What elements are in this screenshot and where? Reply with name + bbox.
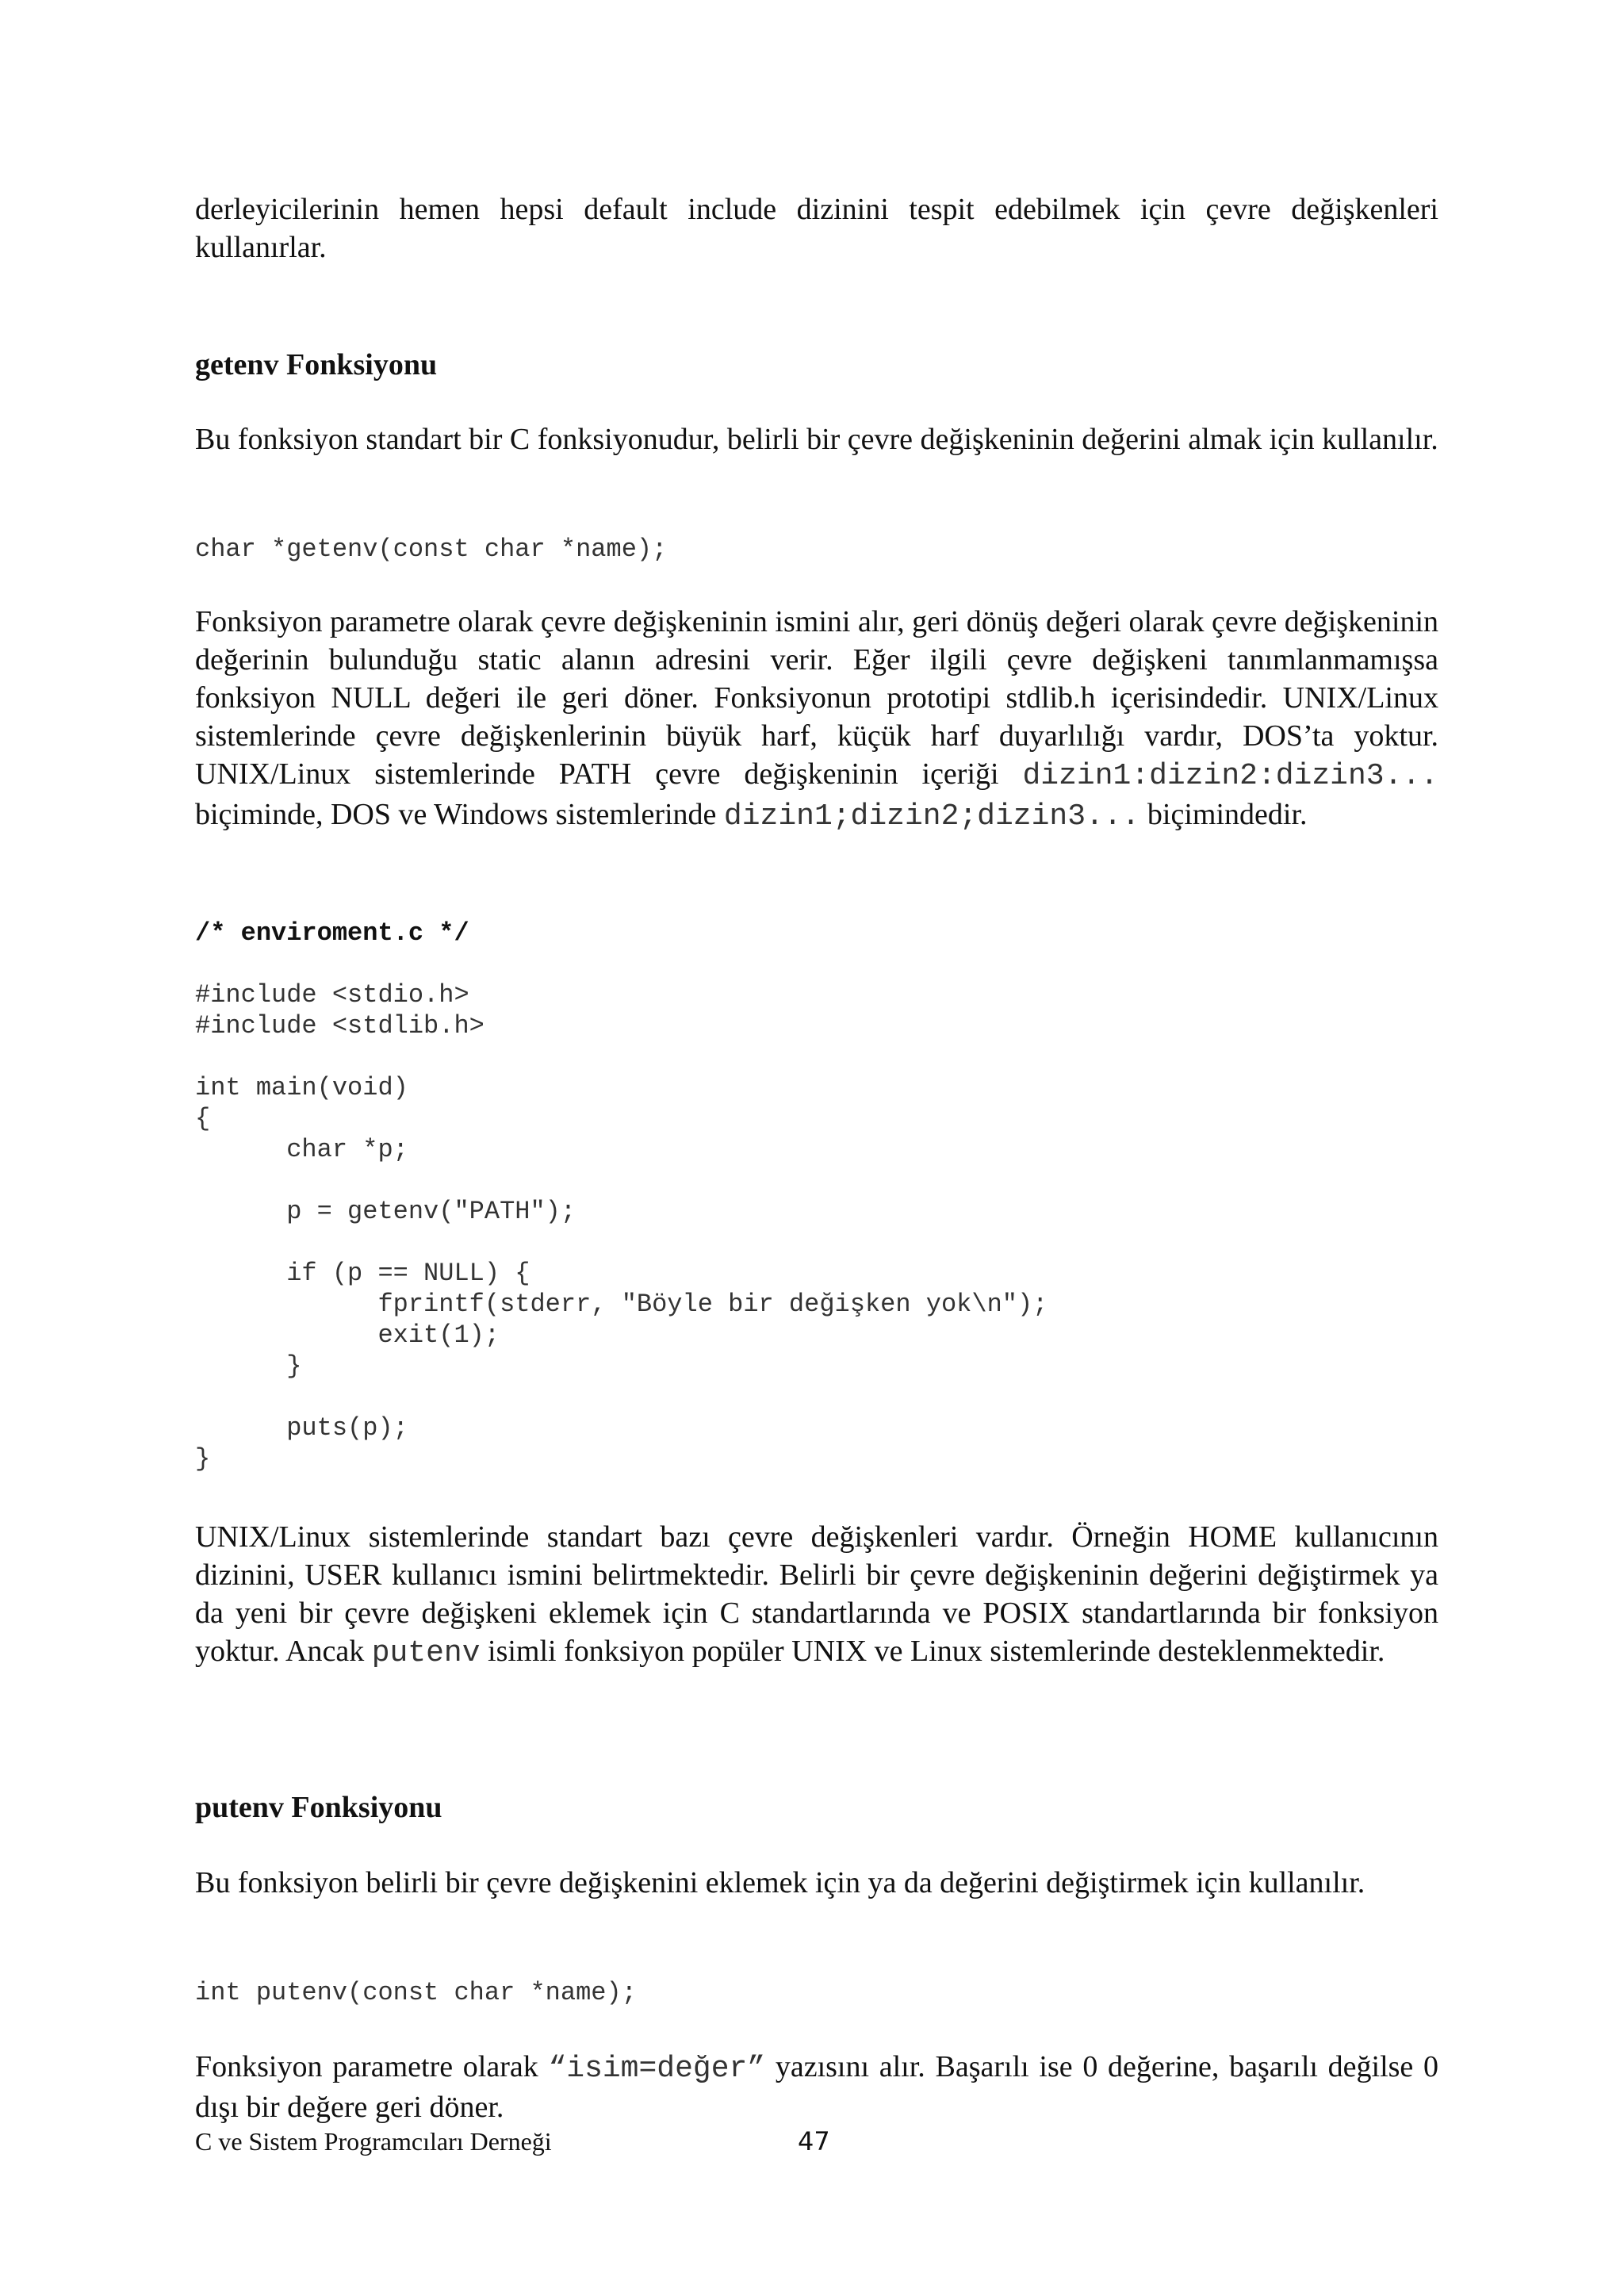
path-format-dos: dizin1;dizin2;dizin3... xyxy=(723,799,1140,834)
getenv-desc-end: biçimindedir. xyxy=(1147,798,1308,831)
getenv-desc-text: Fonksiyon parametre olarak çevre değişkeninin ismini alır, geri dönüş değeri olarak çevre değişkeninin değerinin bulunduğu static alanın adresini verir. Eğer ilgili çevre değişkeni tanımlanmamışsa fonksiyon NULL değeri ile geri döner. Fonksiyonun prototipi stdlib.h içerisindedir. UNIX/Linux sistemlerinde çevre değişkenlerinin büyük harf, küçük harf duyarlılığı vardır, DOS’ta yoktur. UNIX/Linux sistemlerinde PATH çevre değişkeninin içeriği xyxy=(195,605,1438,791)
unix-env-end: isimli fonksiyon popüler UNIX ve Linux sistemlerinde desteklenmektedir. xyxy=(488,1635,1385,1668)
putenv-inline-code: putenv xyxy=(371,1636,481,1670)
path-format-unix: dizin1:dizin2:dizin3... xyxy=(1022,759,1438,793)
getenv-desc-mid: biçiminde, DOS ve Windows sistemlerinde xyxy=(195,798,717,831)
page-number: 47 xyxy=(798,2126,830,2156)
putenv-prototype: int putenv(const char *name); xyxy=(195,1978,637,2007)
getenv-intro-paragraph: Bu fonksiyon standart bir C fonksiyonudur, belirli bir çevre değişkeninin değerini almak için kullanılır. xyxy=(195,423,1438,456)
putenv-format-code: “isim=değer” xyxy=(548,2052,766,2086)
intro-paragraph: derleyicilerinin hemen hepsi default include dizinini tespit edebilmek için çevre değişkenleri kullanırlar. xyxy=(195,193,1438,264)
getenv-prototype: char *getenv(const char *name); xyxy=(195,535,668,564)
footer-organization: C ve Sistem Programcıları Derneği xyxy=(195,2127,552,2156)
unix-env-text: UNIX/Linux sistemlerinde standart bazı çevre değişkenleri vardır. Örneğin HOME kullanıcının dizinini, USER kullanıcı ismini belirtmektedir. Belirli bir çevre değişkeninin değerini değiştirmek ya da yeni bir çevre değişkeni eklemek için C standartlarında ve POSIX standartlarında bir fonksiyon yoktur. Ancak xyxy=(195,1520,1438,1668)
unix-env-paragraph xyxy=(195,1518,1438,1673)
putenv-description-paragraph xyxy=(195,2048,1438,2126)
putenv-heading: putenv Fonksiyonu xyxy=(195,1791,442,1824)
putenv-desc-start: Fonksiyon parametre olarak xyxy=(195,2050,538,2083)
example-code-block: #include <stdio.h> #include <stdlib.h> int main(void) { char *p; p = getenv("PATH"); if (p == NULL) { fprintf(stderr, "Böyle bir değişken yok\n"); exit(1); } puts(p); } xyxy=(195,980,1048,1474)
getenv-heading: getenv Fonksiyonu xyxy=(195,348,438,381)
getenv-description-paragraph xyxy=(195,603,1438,836)
putenv-desc-end: yazısını alır. Başarılı ise 0 değerine, başarılı değilse 0 dışı bir değere geri döner. xyxy=(195,2050,1439,2124)
putenv-intro-paragraph: Bu fonksiyon belirli bir çevre değişkenini eklemek için ya da değerini değiştirmek için kullanılır. xyxy=(195,1866,1365,1899)
example-filename: /* enviroment.c */ xyxy=(195,918,469,948)
